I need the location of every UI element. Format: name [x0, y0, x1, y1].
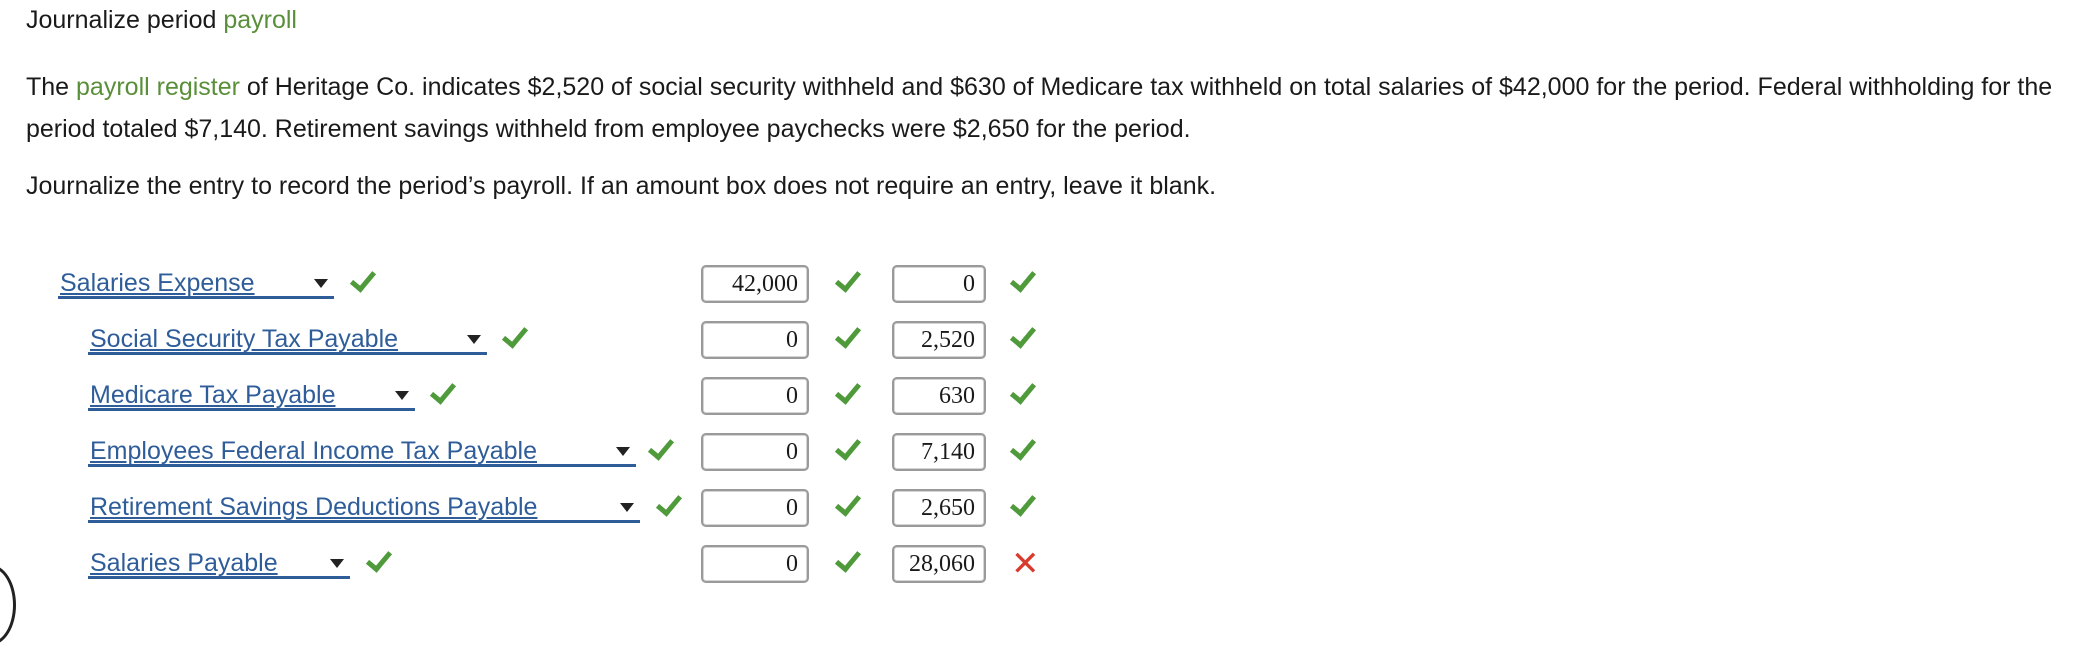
x-icon: ✕	[1011, 544, 1040, 584]
checkmark-icon	[350, 265, 376, 292]
payroll-link[interactable]: payroll	[223, 6, 297, 34]
checkmark-icon	[835, 265, 861, 292]
dropdown-caret-icon	[467, 335, 481, 344]
credit-input[interactable]: 7,140	[892, 433, 986, 471]
account-select-salaries-expense[interactable]	[58, 267, 334, 299]
checkmark-icon	[430, 377, 456, 404]
partial-circle-decoration	[0, 565, 16, 645]
problem-heading	[26, 4, 297, 36]
account-label: Retirement Savings Deductions Payable	[90, 493, 538, 521]
dropdown-caret-icon	[616, 447, 630, 456]
dropdown-caret-icon	[620, 503, 634, 512]
account-label: Social Security Tax Payable	[90, 325, 399, 353]
checkmark-icon	[656, 489, 682, 516]
credit-input[interactable]: 630	[892, 377, 986, 415]
journal-row	[26, 319, 2066, 363]
credit-input[interactable]: 2,520	[892, 321, 986, 359]
dropdown-caret-icon	[330, 559, 344, 568]
account-label: Employees Federal Income Tax Payable	[90, 437, 537, 465]
checkmark-icon	[1010, 433, 1036, 460]
instruction-text-body: of Heritage Co. indicates $2,520 of social security withheld and $630 of Medicare tax withheld on total salaries of $42,000 for the period. Federal withholding for the period totaled $7,140. Retirement savings withheld from employee paychecks were $2,650 for the period.	[26, 73, 2053, 143]
debit-input[interactable]: 0	[701, 321, 809, 359]
dropdown-caret-icon	[314, 279, 328, 288]
checkmark-icon	[1010, 321, 1036, 348]
checkmark-icon	[835, 545, 861, 572]
journal-row	[26, 263, 2066, 307]
account-select-social-security-tax-payable[interactable]	[88, 323, 487, 355]
journal-row	[26, 487, 2066, 531]
debit-input[interactable]: 0	[701, 545, 809, 583]
credit-input[interactable]: 2,650	[892, 489, 986, 527]
debit-input[interactable]: 0	[701, 433, 809, 471]
checkmark-icon	[502, 321, 528, 348]
checkmark-icon	[648, 433, 674, 460]
journal-row	[26, 431, 2066, 475]
journalize-instruction: Journalize the entry to record the period’s payroll. If an amount box does not require an entry, leave it blank.	[26, 172, 1217, 200]
checkmark-icon	[366, 545, 392, 572]
account-select-medicare-tax-payable[interactable]	[88, 379, 415, 411]
debit-input[interactable]: 0	[701, 489, 809, 527]
credit-input[interactable]: 0	[892, 265, 986, 303]
checkmark-icon	[1010, 265, 1036, 292]
account-label: Medicare Tax Payable	[90, 381, 336, 409]
instruction-paragraph	[26, 66, 2066, 150]
checkmark-icon	[1010, 377, 1036, 404]
checkmark-icon	[835, 433, 861, 460]
account-label: Salaries Payable	[90, 549, 278, 577]
journal-row	[26, 543, 2066, 587]
credit-input[interactable]: 28,060	[892, 545, 986, 583]
heading-text: Journalize period	[26, 6, 224, 34]
journal-row	[26, 375, 2066, 419]
debit-input[interactable]: 42,000	[701, 265, 809, 303]
checkmark-icon	[835, 489, 861, 516]
instruction-text-start: The	[26, 73, 77, 101]
checkmark-icon	[835, 321, 861, 348]
checkmark-icon	[1010, 489, 1036, 516]
checkmark-icon	[835, 377, 861, 404]
account-label: Salaries Expense	[60, 269, 255, 297]
debit-input[interactable]: 0	[701, 377, 809, 415]
account-select-salaries-payable[interactable]	[88, 547, 350, 579]
account-select-employees-federal-income-tax-payable[interactable]	[88, 435, 636, 467]
dropdown-caret-icon	[395, 391, 409, 400]
account-select-retirement-savings-deductions-payable[interactable]	[88, 491, 640, 523]
payroll-register-link[interactable]: payroll register	[76, 73, 240, 101]
